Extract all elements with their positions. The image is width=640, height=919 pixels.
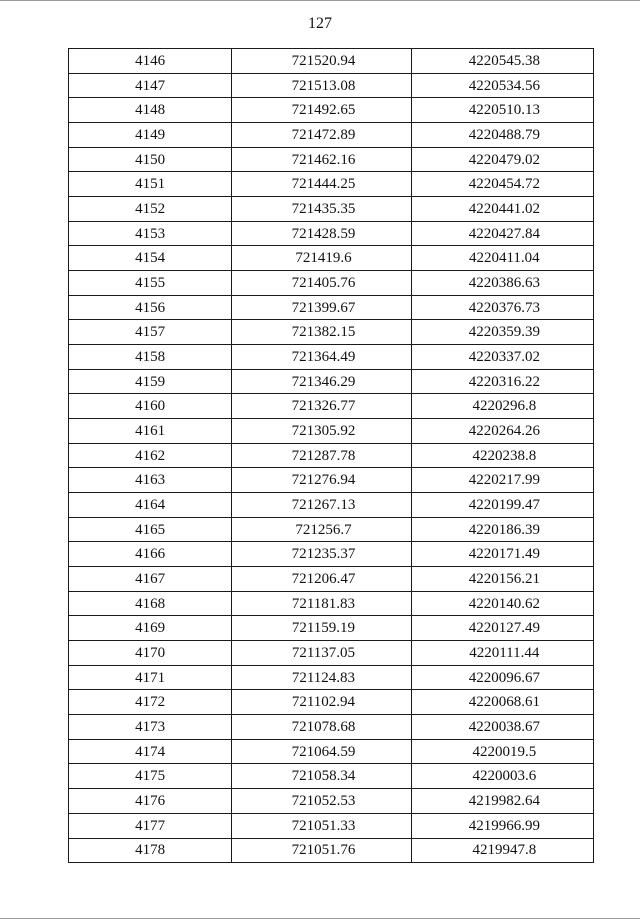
x-coordinate-cell: 721382.15 [232,320,411,345]
table-row [69,369,594,394]
x-coordinate-cell: 721159.19 [232,616,411,641]
x-coordinate-cell: 721181.83 [232,591,411,616]
table-row [69,221,594,246]
table-row [69,246,594,271]
table-row [69,172,594,197]
x-coordinate-cell: 721064.59 [232,739,411,764]
table-row [69,295,594,320]
table-row [69,616,594,641]
y-coordinate-cell: 4220545.38 [411,49,593,74]
y-coordinate-cell: 4220127.49 [411,616,593,641]
y-coordinate-cell: 4220488.79 [411,123,593,148]
x-coordinate-cell: 721472.89 [232,123,411,148]
point-id-cell: 4173 [69,715,232,740]
point-id-cell: 4148 [69,98,232,123]
y-coordinate-cell: 4220156.21 [411,567,593,592]
point-id-cell: 4174 [69,739,232,764]
y-coordinate-cell: 4220038.67 [411,715,593,740]
y-coordinate-cell: 4219982.64 [411,789,593,814]
y-coordinate-cell: 4220427.84 [411,221,593,246]
table-row [69,320,594,345]
y-coordinate-cell: 4220337.02 [411,345,593,370]
x-coordinate-cell: 721078.68 [232,715,411,740]
table-row [69,542,594,567]
table-row [69,641,594,666]
y-coordinate-cell: 4220003.6 [411,764,593,789]
point-id-cell: 4176 [69,789,232,814]
y-coordinate-cell: 4220140.62 [411,591,593,616]
x-coordinate-cell: 721513.08 [232,73,411,98]
y-coordinate-cell: 4220096.67 [411,665,593,690]
table-row [69,394,594,419]
point-id-cell: 4152 [69,197,232,222]
x-coordinate-cell: 721137.05 [232,641,411,666]
table-row [69,147,594,172]
table-row [69,443,594,468]
coordinate-table [68,48,594,863]
table-row [69,73,594,98]
x-coordinate-cell: 721256.7 [232,517,411,542]
y-coordinate-cell: 4220454.72 [411,172,593,197]
point-id-cell: 4167 [69,567,232,592]
point-id-cell: 4146 [69,49,232,74]
point-id-cell: 4162 [69,443,232,468]
x-coordinate-cell: 721346.29 [232,369,411,394]
table-row [69,665,594,690]
y-coordinate-cell: 4219966.99 [411,813,593,838]
page-top-edge [0,0,640,1]
table-row [69,690,594,715]
table-row [69,49,594,74]
table-row [69,813,594,838]
point-id-cell: 4161 [69,419,232,444]
point-id-cell: 4149 [69,123,232,148]
point-id-cell: 4153 [69,221,232,246]
point-id-cell: 4156 [69,295,232,320]
table-row [69,789,594,814]
y-coordinate-cell: 4220510.13 [411,98,593,123]
table-row [69,567,594,592]
table-row [69,739,594,764]
point-id-cell: 4157 [69,320,232,345]
y-coordinate-cell: 4220264.26 [411,419,593,444]
x-coordinate-cell: 721428.59 [232,221,411,246]
x-coordinate-cell: 721051.33 [232,813,411,838]
y-coordinate-cell: 4220068.61 [411,690,593,715]
y-coordinate-cell: 4220359.39 [411,320,593,345]
point-id-cell: 4168 [69,591,232,616]
table-row [69,715,594,740]
point-id-cell: 4147 [69,73,232,98]
point-id-cell: 4175 [69,764,232,789]
x-coordinate-cell: 721124.83 [232,665,411,690]
x-coordinate-cell: 721052.53 [232,789,411,814]
y-coordinate-cell: 4220019.5 [411,739,593,764]
x-coordinate-cell: 721520.94 [232,49,411,74]
x-coordinate-cell: 721492.65 [232,98,411,123]
y-coordinate-cell: 4220479.02 [411,147,593,172]
y-coordinate-cell: 4220411.04 [411,246,593,271]
x-coordinate-cell: 721419.6 [232,246,411,271]
x-coordinate-cell: 721435.35 [232,197,411,222]
y-coordinate-cell: 4220376.73 [411,295,593,320]
table-row [69,419,594,444]
table-row [69,517,594,542]
point-id-cell: 4177 [69,813,232,838]
point-id-cell: 4170 [69,641,232,666]
table-row [69,345,594,370]
table-row [69,468,594,493]
y-coordinate-cell: 4219947.8 [411,838,593,863]
y-coordinate-cell: 4220199.47 [411,493,593,518]
point-id-cell: 4172 [69,690,232,715]
coordinate-table-body [69,49,594,863]
point-id-cell: 4151 [69,172,232,197]
x-coordinate-cell: 721051.76 [232,838,411,863]
table-row [69,838,594,863]
point-id-cell: 4159 [69,369,232,394]
y-coordinate-cell: 4220386.63 [411,271,593,296]
point-id-cell: 4166 [69,542,232,567]
x-coordinate-cell: 721206.47 [232,567,411,592]
table-row [69,197,594,222]
table-row [69,493,594,518]
point-id-cell: 4158 [69,345,232,370]
table-row [69,591,594,616]
x-coordinate-cell: 721267.13 [232,493,411,518]
table-row [69,123,594,148]
x-coordinate-cell: 721276.94 [232,468,411,493]
x-coordinate-cell: 721305.92 [232,419,411,444]
x-coordinate-cell: 721102.94 [232,690,411,715]
table-row [69,764,594,789]
y-coordinate-cell: 4220111.44 [411,641,593,666]
point-id-cell: 4154 [69,246,232,271]
y-coordinate-cell: 4220534.56 [411,73,593,98]
x-coordinate-cell: 721405.76 [232,271,411,296]
point-id-cell: 4164 [69,493,232,518]
point-id-cell: 4150 [69,147,232,172]
y-coordinate-cell: 4220296.8 [411,394,593,419]
x-coordinate-cell: 721399.67 [232,295,411,320]
x-coordinate-cell: 721462.16 [232,147,411,172]
x-coordinate-cell: 721287.78 [232,443,411,468]
y-coordinate-cell: 4220217.99 [411,468,593,493]
page-number: 127 [308,15,332,32]
x-coordinate-cell: 721326.77 [232,394,411,419]
point-id-cell: 4160 [69,394,232,419]
x-coordinate-cell: 721058.34 [232,764,411,789]
point-id-cell: 4155 [69,271,232,296]
point-id-cell: 4165 [69,517,232,542]
y-coordinate-cell: 4220238.8 [411,443,593,468]
y-coordinate-cell: 4220186.39 [411,517,593,542]
point-id-cell: 4178 [69,838,232,863]
table-row [69,98,594,123]
point-id-cell: 4169 [69,616,232,641]
table-row [69,271,594,296]
x-coordinate-cell: 721235.37 [232,542,411,567]
point-id-cell: 4163 [69,468,232,493]
y-coordinate-cell: 4220171.49 [411,542,593,567]
x-coordinate-cell: 721364.49 [232,345,411,370]
y-coordinate-cell: 4220316.22 [411,369,593,394]
x-coordinate-cell: 721444.25 [232,172,411,197]
y-coordinate-cell: 4220441.02 [411,197,593,222]
point-id-cell: 4171 [69,665,232,690]
